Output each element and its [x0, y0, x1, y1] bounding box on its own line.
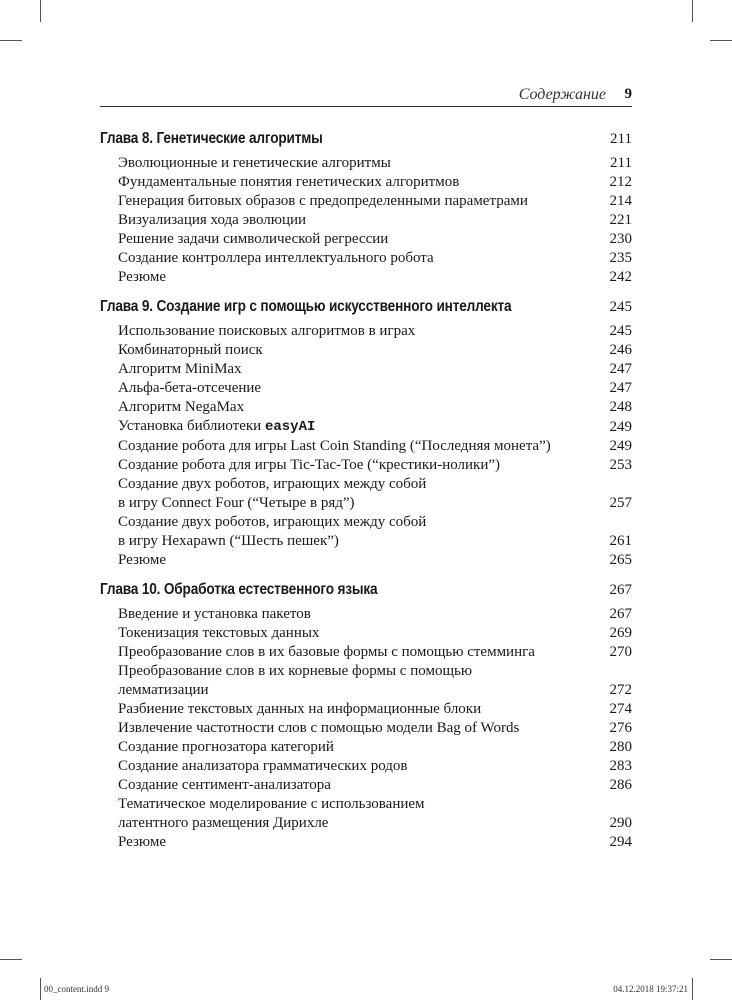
entry-title: Создание робота для игры Last Coin Standing (“Последняя монета”): [118, 438, 551, 454]
entry-page: 249: [609, 438, 632, 454]
chapter-heading[interactable]: [100, 578, 632, 602]
slug-file: 00_content.indd 9: [44, 984, 109, 994]
crop-mark: [0, 40, 22, 41]
entry-page: 272: [609, 682, 632, 698]
entry-title: Преобразование слов в их базовые формы с помощью стемминга: [118, 644, 535, 660]
entry-title: Эволюционные и генетические алгоритмы: [118, 155, 391, 171]
toc-entry[interactable]: [118, 757, 632, 776]
toc-entry[interactable]: [118, 154, 632, 173]
toc-entry[interactable]: [118, 417, 632, 437]
toc-entry[interactable]: [118, 532, 632, 551]
entry-page: 274: [609, 701, 632, 717]
entry-page: 290: [609, 815, 632, 831]
crop-mark: [40, 0, 41, 22]
entry-title-wrap: [118, 719, 519, 738]
entry-title-wrap: [118, 643, 535, 662]
page-number: 9: [624, 86, 632, 102]
toc-entry[interactable]: [118, 833, 632, 852]
entry-title-continued: в игру Connect Four (“Четыре в ряд”): [118, 495, 355, 511]
entry-title-wrap: [118, 776, 331, 795]
entry-title-wrap: [118, 154, 391, 173]
entry-title-wrap: [118, 211, 306, 230]
chapter-title: Глава 10. Обработка естественного языка: [100, 581, 378, 598]
entry-title-continued: лемматизации: [118, 682, 209, 698]
entry-title-wrap: [118, 833, 166, 852]
toc-entry[interactable]: [118, 360, 632, 379]
section-list: [100, 154, 632, 287]
crop-mark: [692, 978, 693, 1000]
entry-page: 247: [609, 380, 632, 396]
toc-entry[interactable]: [118, 437, 632, 456]
toc-entry[interactable]: [118, 776, 632, 795]
toc-entry[interactable]: [118, 456, 632, 475]
entry-page: 221: [609, 212, 632, 228]
crop-mark: [0, 959, 22, 960]
entry-page: 247: [609, 361, 632, 377]
entry-page: 242: [609, 269, 632, 285]
entry-title: Резюме: [118, 834, 167, 850]
entry-page: 280: [609, 739, 632, 755]
entry-page: 230: [609, 231, 632, 247]
entry-title-wrap: [118, 173, 459, 192]
entry-title-wrap: [118, 322, 415, 341]
toc-entry[interactable]: [118, 605, 632, 624]
chapter-title: Глава 9. Создание игр с помощью искусственного интеллекта: [100, 298, 512, 315]
entry-title: Установка библиотеки: [118, 418, 265, 434]
entry-page: 276: [609, 720, 632, 736]
entry-page: 294: [609, 834, 632, 850]
toc-entry[interactable]: [118, 249, 632, 268]
toc-chapter: [100, 295, 632, 570]
entry-title: Резюме: [118, 269, 167, 285]
entry-title: Резюме: [118, 552, 167, 568]
toc-entry[interactable]: [118, 379, 632, 398]
running-header: [100, 86, 632, 107]
entry-code: easyAI: [264, 419, 316, 435]
toc-entry[interactable]: [118, 230, 632, 249]
entry-page: 211: [610, 155, 632, 171]
entry-title-wrap: [118, 605, 311, 624]
entry-title: Тематическое моделирование с использованием: [118, 796, 425, 812]
entry-page: 248: [609, 399, 632, 415]
entry-title-wrap: [118, 757, 407, 776]
crop-mark: [692, 0, 693, 22]
crop-mark: [710, 40, 732, 41]
entry-title-wrap: [118, 398, 244, 417]
entry-title: Создание сентимент-анализатора: [118, 777, 331, 793]
entry-page: 261: [609, 533, 632, 549]
entry-title: Фундаментальные понятия генетических алгоритмов: [118, 174, 460, 190]
entry-title: Альфа-бета-отсечение: [118, 380, 262, 396]
toc-chapter: [100, 127, 632, 287]
chapter-heading[interactable]: [100, 127, 632, 151]
toc-entry-line[interactable]: [118, 513, 632, 532]
entry-title-wrap: [118, 341, 263, 360]
entry-page: 265: [609, 552, 632, 568]
entry-title-wrap: [118, 360, 242, 379]
toc-entry[interactable]: [118, 719, 632, 738]
table-of-contents: [100, 127, 632, 860]
toc-entry[interactable]: [118, 494, 632, 513]
toc-entry[interactable]: [118, 700, 632, 719]
entry-title-wrap: [118, 456, 500, 475]
entry-title-wrap: [118, 624, 319, 643]
toc-entry[interactable]: [118, 738, 632, 757]
entry-page: 212: [609, 174, 632, 190]
entry-page: 245: [609, 323, 632, 339]
toc-entry[interactable]: [118, 322, 632, 341]
entry-title-wrap: [118, 268, 166, 287]
toc-entry-line[interactable]: [118, 475, 632, 494]
crop-mark: [40, 978, 41, 1000]
entry-title: Генерация битовых образов с предопределенными параметрами: [118, 193, 528, 209]
entry-title: Преобразование слов в их корневые формы с помощью: [118, 663, 473, 679]
entry-title: Введение и установка пакетов: [118, 606, 311, 622]
entry-page: 269: [609, 625, 632, 641]
toc-entry[interactable]: [118, 681, 632, 700]
toc-entry-line[interactable]: [118, 662, 632, 681]
entry-page: 249: [609, 419, 632, 435]
entry-title: Алгоритм NegaMax: [118, 399, 245, 415]
entry-title: Разбиение текстовых данных на информационные блоки: [118, 701, 482, 717]
entry-page: 270: [609, 644, 632, 660]
toc-entry[interactable]: [118, 211, 632, 230]
entry-title-wrap: [118, 230, 388, 249]
running-title: Содержание: [518, 86, 606, 103]
toc-entry[interactable]: [118, 624, 632, 643]
entry-title-wrap: [118, 700, 481, 719]
chapter-page: 267: [609, 582, 632, 598]
toc-entry[interactable]: [118, 341, 632, 360]
toc-entry-line[interactable]: [118, 795, 632, 814]
entry-title: Алгоритм MiniMax: [118, 361, 242, 377]
chapter-page: 245: [609, 299, 632, 315]
entry-title-wrap: [118, 417, 315, 437]
entry-page: 257: [609, 495, 632, 511]
toc-entry[interactable]: [118, 814, 632, 833]
chapter-heading[interactable]: [100, 295, 632, 319]
toc-entry[interactable]: [118, 192, 632, 211]
entry-title: Токенизация текстовых данных: [118, 625, 320, 641]
entry-title: Создание анализатора грамматических родов: [118, 758, 408, 774]
entry-title: Визуализация хода эволюции: [118, 212, 307, 228]
entry-title: Создание прогнозатора категорий: [118, 739, 334, 755]
entry-title-wrap: [118, 437, 551, 456]
entry-page: 267: [609, 606, 632, 622]
toc-entry[interactable]: [118, 173, 632, 192]
section-list: [100, 322, 632, 570]
toc-entry[interactable]: [118, 551, 632, 570]
entry-title-wrap: [118, 379, 261, 398]
entry-title: Создание двух роботов, играющих между собой: [118, 514, 427, 530]
toc-chapter: [100, 578, 632, 852]
entry-title-continued: в игру Hexapawn (“Шесть пешек”): [118, 533, 339, 549]
slug-timestamp: 04.12.2018 19:37:21: [613, 984, 688, 994]
toc-entry[interactable]: [118, 398, 632, 417]
chapter-title: Глава 8. Генетические алгоритмы: [100, 130, 323, 147]
entry-title-wrap: [118, 738, 334, 757]
entry-title-wrap: [118, 551, 166, 570]
entry-title: Создание робота для игры Tic-Tac-Toe (“крестики-нолики”): [118, 457, 501, 473]
entry-page: 286: [609, 777, 632, 793]
entry-title-wrap: [118, 192, 528, 211]
entry-title: Создание контроллера интеллектуального робота: [118, 250, 434, 266]
entry-title-wrap: [118, 249, 434, 268]
toc-entry[interactable]: [118, 268, 632, 287]
chapter-page: 211: [610, 131, 632, 147]
crop-mark: [710, 959, 732, 960]
entry-page: 253: [609, 457, 632, 473]
entry-page: 214: [609, 193, 632, 209]
entry-title: Извлечение частотности слов с помощью модели Bag of Words: [118, 720, 520, 736]
entry-page: 246: [609, 342, 632, 358]
toc-entry[interactable]: [118, 643, 632, 662]
entry-title: Создание двух роботов, играющих между собой: [118, 476, 427, 492]
entry-title-continued: латентного размещения Дирихле: [118, 815, 329, 831]
entry-title: Комбинаторный поиск: [118, 342, 263, 358]
entry-title: Использование поисковых алгоритмов в играх: [118, 323, 416, 339]
section-list: [100, 605, 632, 852]
entry-page: 283: [609, 758, 632, 774]
entry-page: 235: [609, 250, 632, 266]
entry-title: Решение задачи символической регрессии: [118, 231, 389, 247]
